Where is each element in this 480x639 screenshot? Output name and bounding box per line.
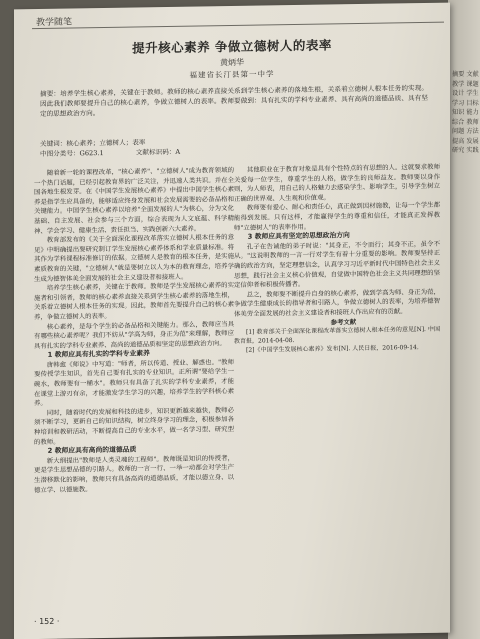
paragraph: 其他职业在于教育对象是具有个性特点的有思想的人。这就要求教师关爱每一位学生，尊重学生的人格，做学生的良师益友。教师要以身作则，为人师表，用自己的人格魅力去感染学生、影响学生，引导学生树立正确的世界观、人生观和价值观。 [234,162,440,203]
section-heading: 2 教师应具有高尚的道德品质 [47,445,137,456]
references-title: 参考文献 [330,317,357,326]
section-heading: 3 教师应具有坚定的思想政治方向 [247,231,350,241]
abstract: 摘要：培养学生核心素养，关键在于教师。教师的核心素养直接关系到学生核心素养的落地生根，关系着立德树人根本任务的实现。因此我们教师要提升自己的核心素养，争做立德树人的表率。教师要做到：具有扎实的学科专业素养、具有高尚的道德品质、具有坚定的思想政治方向。 [40,83,428,119]
right-column [234,163,440,356]
article-meta [40,133,428,159]
article-affiliation: 福建省长汀县第一中学 [189,69,275,80]
paragraph: 随着新一轮的课程改革，"核心素养"、"立德树人"成为教育领域的一个热门话题，已经引起教育界的广泛关注，并迅速人类共识。并在全国各地生根发芽。在《中国学生发展核心素养》中提出中国学生核心素养是指学生应具备的，能够适应终身发展和社会发展需要的必备品格和关键能力。中国学生核心素养以培养"全面发展的人"为核心，分为文化基础、自主发展、社会参与三个方面，综合表现为人文底蕴、科学精神、学会学习、健康生活、责任担当、实践创新六大素养。 [34,165,234,235]
journal-page [14,3,450,639]
header-rule [32,22,444,29]
keywords: 关键词：核心素养；立德树人；表率 [40,138,146,149]
paragraph: 孔子在告诫他的弟子时说："其身正，不令而行；其身不正，虽令不从。"这说明教师的一言一行对学生有着十分重要的影响。教师要坚持正确的政治方向，坚定理想信念，认真学习习近平新时代中国特色社会主义思想，践行社会主义核心价值观，自觉做中国特色社会主义共同理想的坚定信仰者和积极传播者。 [234,239,440,290]
paragraph: 同时，随着时代的发展和科技的进步，知识更新越来越快，教师必须不断学习，更新自己的知识结构，树立终身学习的理念，积极参加各种培训和教研活动，不断提高自己的专业水平，做一名学习型、研究型的教师。 [34,405,234,446]
clc-number: 中图分类号：G623.1 [40,149,104,159]
paragraph: 教育部发布的《关于全面深化课程改革落实立德树人根本任务的意见》中明确提出要研究制订学生发展核心素养体系和学业质量标准。将其作为学科课程标准修订的依据。立德树人是教育的根本任务，是实施素质教育的关键，"立德树人"就是要树立以人为本的教育理念，培养学生成为德智体美全面发展的社会主义建设者和接班人。 [34,233,234,283]
reference-item: [1] 教育部关于全面深化课程改革落实立德树人根本任务的意见[N]. 中国教育报，2014-04-08. [234,325,440,345]
adjacent-page [448,0,480,639]
document-code: 文献标识码：A [135,147,181,157]
section-heading: 1 教师应具有扎实的学科专业素养 [47,349,150,360]
paragraph: 总之，教师要不断提升自身的核心素养，做到学高为师、身正为范，争做学生健康成长的指导者和引路人，争做立德树人的表率，为培养德智体美劳全面发展的社会主义建设者和接班人作出应有的贡献。 [234,287,440,318]
paragraph: 新大纲提出"教师是人类灵魂的工程师"。教师既是知识的传授者，更是学生思想品德的引路人。教师的一言一行、一举一动都会对学生产生潜移默化的影响，教师只有具备高尚的道德品质，才能以德立身、以德立学、以德施教。 [34,453,234,494]
section-tag: 教学随笔 [36,17,73,29]
reference-item: [2]《中国学生发展核心素养》发布[N]. 人民日报，2016-09-14. [246,343,419,354]
paragraph: 唐韩愈《师说》中写道："师者，所以传道、授业、解惑也。"教师要传授学生知识，首先自己要有扎实的专业知识。正所谓"要给学生一碗水，教师要有一桶水"。教师只有具备了扎实的学科专业素养，才能在课堂上游刃有余，才能激发学生学习的兴趣，培养学生的学科核心素养。 [34,357,234,408]
paragraph: 核心素养，是每个学生的必备品格和关键能力。那么，教师应当具有哪些核心素养呢？我们不妨从"学高为师，身正为范"来理解，教师应具有扎实的学科专业素养、高尚的道德品质和坚定的思想政治方向。 [34,319,234,350]
paragraph: 培养学生核心素养，关键在于教师。教师是学生发展核心素养的实施者和引领者，教师的核心素养直接关系到学生核心素养的落地生根，关系着立德树人根本任务的实现。因此，教师首先要提升自己的核心素养，争做立德树人的表率。 [34,281,234,322]
article-title: 提升核心素养 争做立德树人的表率 [132,37,332,56]
adjacent-page-text: 摘要 文献 教学 课题 设计 学生 学习 目标 知识 能力 综合 教师 问题 方法 提高 发展 研究 实践 [452,71,479,154]
article-author: 黄炳华 [220,57,244,68]
page-number: · 152 · [34,616,60,627]
paragraph: 教师要有爱心、耐心和责任心，真正做到因材施教，让每一个学生都能得到发展。只有这样，才能赢得学生的尊重和信任，才能真正发挥教师"立德树人"的表率作用。 [234,201,440,232]
left-column [34,166,234,495]
